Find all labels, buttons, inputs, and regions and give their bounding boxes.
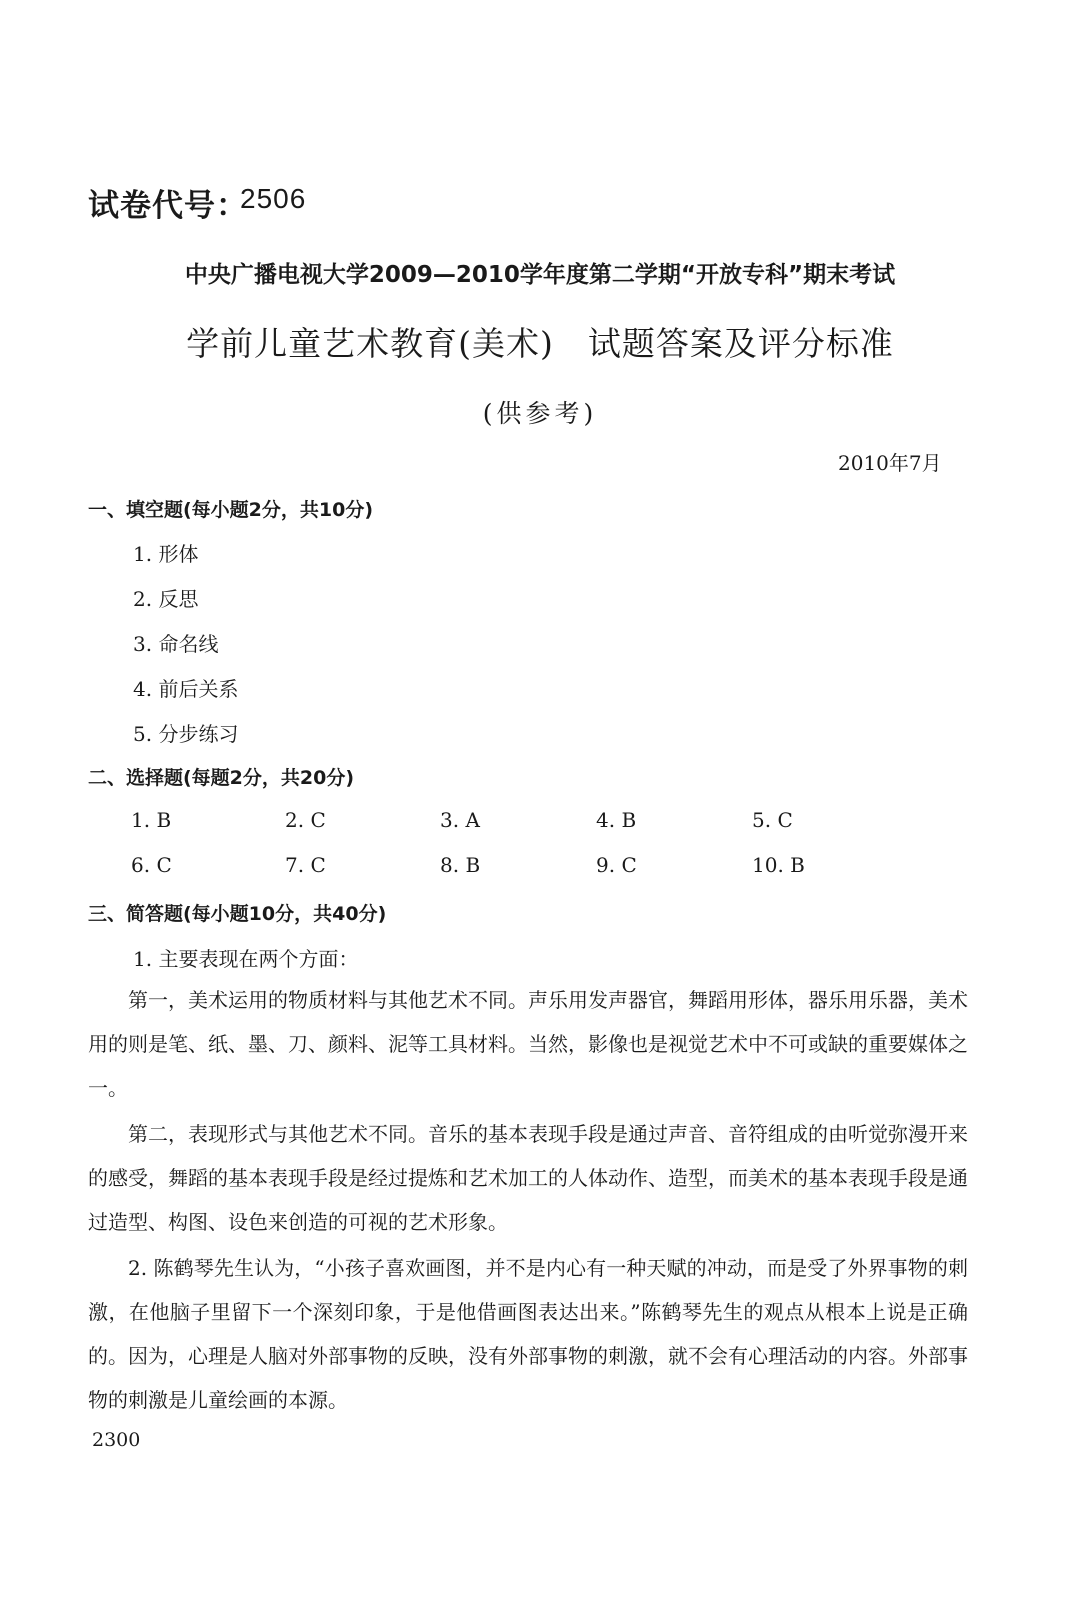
choice-answer: 7. C — [285, 853, 326, 877]
document-date: 2010年7月 — [838, 451, 942, 475]
fill-blank-answer: 5. 分步练习 — [133, 722, 239, 746]
fill-blank-answer: 3. 命名线 — [133, 632, 219, 656]
choice-answer: 1. B — [131, 808, 172, 832]
choice-answer: 8. B — [440, 853, 481, 877]
section-heading-fill-blank: 一、填空题(每小题2分，共10分) — [88, 499, 374, 521]
document-title: 学前儿童艺术教育(美术) 试题答案及评分标准 — [186, 324, 894, 363]
fill-blank-answer: 4. 前后关系 — [133, 677, 239, 701]
answer-paragraph: 第二，表现形式与其他艺术不同。音乐的基本表现手段是通过声音、音符组成的由听觉弥漫开来的感受，舞蹈的基本表现手段是经过提炼和艺术加工的人体动作、造型，而美术的基本表现手段是通过造型、构图、设色来创造的可视的艺术形象。 — [88, 1122, 968, 1234]
short-answer-intro: 1. 主要表现在两个方面： — [133, 947, 359, 971]
choice-answer: 4. B — [596, 808, 637, 832]
exam-code-value: 2506 — [240, 183, 307, 214]
choice-answer: 10. B — [752, 853, 805, 877]
choice-answer: 6. C — [131, 853, 172, 877]
choice-answer: 2. C — [285, 808, 326, 832]
section-heading-short-answer: 三、简答题(每小题10分，共40分) — [88, 903, 387, 925]
answer-paragraph: 2. 陈鹤琴先生认为，“小孩子喜欢画图，并不是内心有一种天赋的冲动，而是受了外界事物的刺激，在他脑子里留下一个深刻印象，于是他借画图表达出来。”陈鹤琴先生的观点从根本上说是正确的。因为，心理是人脑对外部事物的反映，没有外部事物的刺激，就不会有心理活动的内容。外部事物的刺激是儿童绘画的本源。 — [88, 1256, 968, 1412]
section-heading-multiple-choice: 二、选择题(每题2分，共20分) — [88, 767, 355, 789]
choice-answer: 5. C — [752, 808, 793, 832]
fill-blank-answer: 1. 形体 — [133, 542, 199, 566]
document-subtitle: (供参考) — [482, 399, 598, 428]
exam-code-label: 试卷代号： — [88, 188, 248, 224]
exam-title: 中央广播电视大学2009—2010学年度第二学期“开放专科”期末考试 — [184, 262, 896, 288]
fill-blank-answer: 2. 反思 — [133, 587, 199, 611]
answer-paragraph: 第一，美术运用的物质材料与其他艺术不同。声乐用发声器官，舞蹈用形体，器乐用乐器，美术用的则是笔、纸、墨、刀、颜料、泥等工具材料。当然，影像也是视觉艺术中不可或缺的重要媒体之一。 — [88, 988, 968, 1100]
choice-answer: 3. A — [440, 808, 480, 832]
page-number: 2300 — [92, 1429, 141, 1451]
choice-answer: 9. C — [596, 853, 637, 877]
